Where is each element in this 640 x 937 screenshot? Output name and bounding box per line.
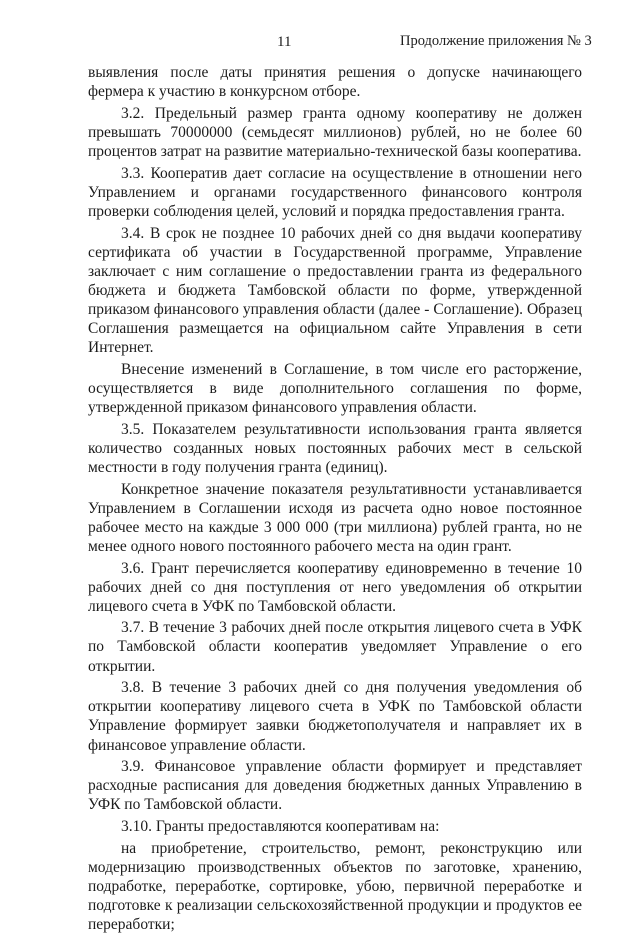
paragraph-continued: выявления после даты принятия решения о допуске начинающего фермера к участию в конкурсном отборе. [88, 64, 582, 101]
paragraph-grant-purpose: на приобретение, строительство, ремонт, реконструкцию или модернизацию производственных объектов по заготовке, хранению, подработке, переработке, сортировке, убою, первичной переработке и подготовке к реализации сельскохозяйственной продукции и продуктов ее переработки; [88, 839, 582, 934]
page-number: 11 [277, 34, 292, 50]
paragraph-3-3: 3.3. Кооператив дает согласие на осуществление в отношении него Управлением и органами государственного финансового контроля проверки соблюдения целей, условий и порядка предоставления гранта. [88, 164, 582, 220]
paragraph-indicator-value: Конкретное значение показателя результативности устанавливается Управлением в Соглашении исходя из расчета одно новое постоянное рабочее место на каждые 3 000 000 (три миллиона) рублей гранта, но не менее одного нового постоянного рабочего места на один грант. [88, 480, 582, 555]
paragraph-3-10: 3.10. Гранты предоставляются кооперативам на: [121, 818, 440, 836]
document-body [88, 63, 582, 937]
paragraph-3-5: 3.5. Показателем результативности использования гранта является количество созданных новых постоянных рабочих мест в сельской местности в году получения гранта (единиц). [88, 420, 582, 476]
paragraph-3-7: 3.7. В течение 3 рабочих дней после открытия лицевого счета в УФК по Тамбовской области кооператив уведомляет Управление о его открытии. [88, 619, 582, 675]
appendix-continuation-label: Продолжение приложения № 3 [400, 33, 592, 49]
paragraph-3-4: 3.4. В срок не позднее 10 рабочих дней со дня выдачи кооперативу сертификата об участии в Государственной программе, Управление заключает с ним соглашение о предоставлении гранта из федерального бюджета и бюджета Тамбовской области по форме, утвержденной приказом финансового управления области (далее - Соглашение). Образец Соглашения размещается на официальном сайте Управления в сети Интернет. [88, 224, 582, 357]
paragraph-3-9: 3.9. Финансовое управление области формирует и представляет расходные расписания для доведения бюджетных данных Управлению в УФК по Тамбовской области. [88, 758, 582, 814]
paragraph-3-6: 3.6. Грант перечисляется кооперативу единовременно в течение 10 рабочих дней со дня поступления от него уведомления об открытии лицевого счета в УФК по Тамбовской области. [88, 559, 582, 615]
paragraph-agreement-changes: Внесение изменений в Соглашение, в том числе его расторжение, осуществляется в виде дополнительного соглашения по форме, утвержденной приказом финансового управления области. [88, 360, 582, 416]
paragraph-3-8: 3.8. В течение 3 рабочих дней со дня получения уведомления об открытии кооперативу лицевого счета в УФК по Тамбовской области Управление формирует заявки бюджетополучателя и направляет их в финансовое управление области. [88, 679, 582, 754]
paragraph-3-2: 3.2. Предельный размер гранта одному кооперативу не должен превышать 70000000 (семьдесят миллионов) рублей, но не более 60 процентов затрат на развитие материально-технической базы кооператива. [88, 104, 582, 160]
